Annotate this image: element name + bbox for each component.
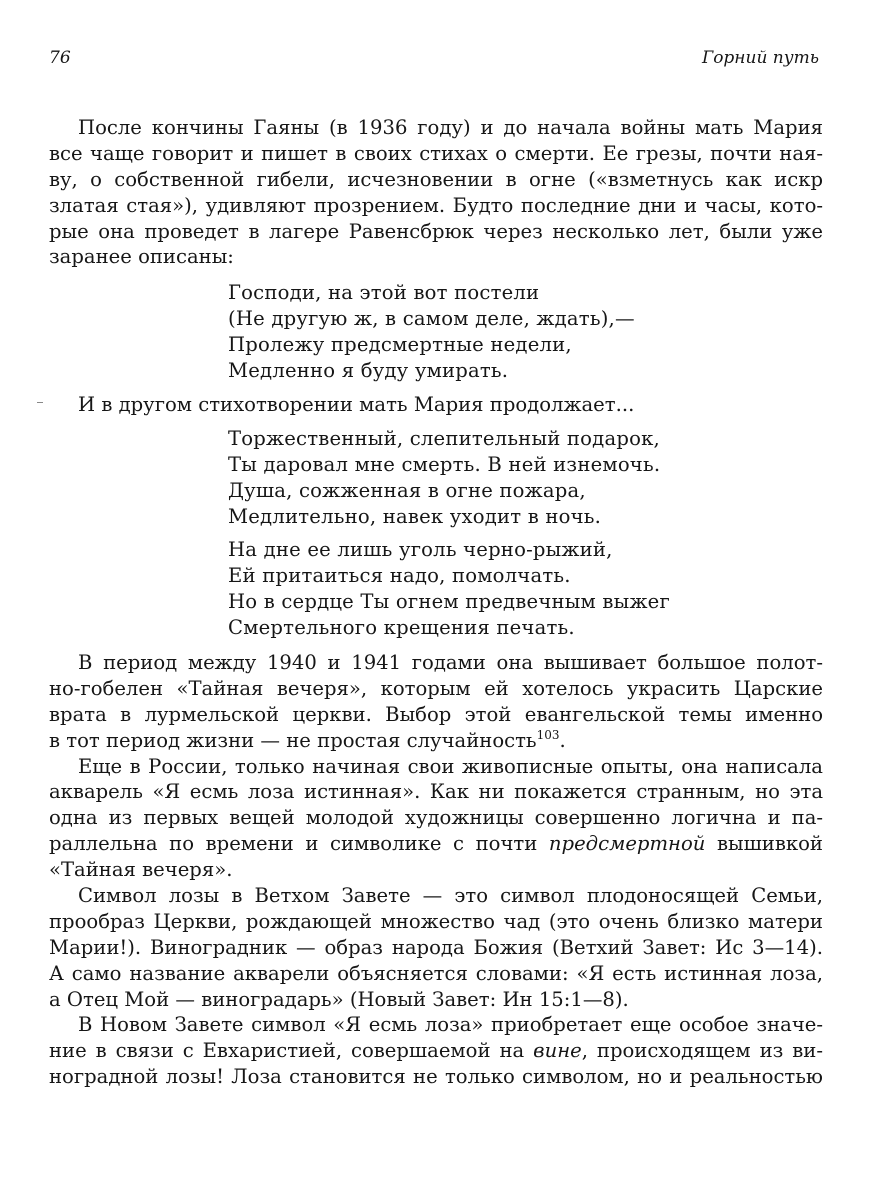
text-line: [49, 280, 823, 306]
page-header: [49, 46, 819, 70]
line-text: Еще в России, только начиная свои живописные опыты, она написала: [78, 754, 823, 778]
line-text: В период между 1940 и 1941 годами она вышивает большое полот-: [78, 651, 823, 674]
paragraph-body: [49, 650, 823, 1090]
text-line: [49, 1064, 823, 1090]
text-line: [49, 615, 823, 641]
line-text: ву, о собственной гибели, исчезновении в огне («взметнусь как искр: [49, 167, 823, 191]
text-line: [49, 676, 823, 702]
text-line: [49, 537, 823, 563]
line-text-after: , происходящем из ви-: [581, 1039, 823, 1063]
text-line: [49, 754, 823, 780]
line-text: в тот период жизни — не простая случайность: [49, 728, 537, 752]
line-text: рые она проведет в лагере Равенсбрюк через несколько лет, были уже: [49, 219, 823, 243]
text-line: [49, 244, 823, 270]
text-line: [49, 728, 823, 754]
line-text: Душа, сожженная в огне пожара,: [228, 478, 586, 502]
line-text: Ей притаиться надо, помолчать.: [228, 563, 571, 587]
line-text: заранее описаны:: [49, 245, 234, 269]
line-text: Смертельного крещения печать.: [228, 615, 575, 639]
text-line: [49, 563, 823, 589]
poem-stanza-3: [49, 537, 823, 641]
text-line: [49, 805, 823, 831]
text-line: [49, 909, 823, 935]
text-line: [49, 779, 823, 805]
text-line: [49, 831, 823, 857]
line-text: Медленно я буду умирать.: [228, 358, 509, 382]
footnote-ref: 103: [536, 727, 560, 742]
line-text: одна из первых вещей молодой художницы совершенно логична и па-: [49, 806, 823, 830]
text-line: [49, 141, 823, 167]
text-line: [49, 504, 823, 530]
text-line: [49, 857, 823, 883]
line-text: прообраз Церкви, рождающей множество чад (это очень близко матери: [49, 909, 823, 933]
line-text: но-гобелен «Тайная вечеря», которым ей хотелось украсить Царские: [49, 676, 823, 700]
text-line: [49, 589, 823, 615]
text-line: [49, 115, 823, 141]
line-text: Торжественный, слепительный подарок,: [228, 427, 660, 450]
text-line: [49, 167, 823, 193]
line-text: (Не другую ж, в самом деле, ждать),—: [228, 306, 635, 330]
line-text: Ты даровал мне смерть. В ней изнемочь.: [228, 452, 661, 476]
text-line: [49, 332, 823, 358]
emphasized-word: вине: [533, 1039, 582, 1063]
text-line: [49, 452, 823, 478]
text-line: [49, 392, 823, 418]
line-text: все чаще говорит и пишет в своих стихах о смерти. Ее грезы, почти ная-: [49, 141, 823, 165]
text-line: [49, 219, 823, 245]
line-text: После кончины Гаяны (в 1936 году) и до начала войны мать Мария: [78, 116, 823, 139]
margin-mark: [37, 402, 43, 403]
text-line: [49, 426, 823, 452]
emphasized-word: предсмертной: [548, 832, 706, 856]
line-text: ние в связи с Евхаристией, совершаемой на: [49, 1039, 534, 1063]
line-text: Господи, на этой вот постели: [228, 281, 540, 304]
text-line: [49, 478, 823, 504]
line-text-after: .: [559, 728, 566, 752]
text-line: [49, 1038, 823, 1064]
line-text: В Новом Завете символ «Я есмь лоза» приобретает еще особое значе-: [78, 1013, 823, 1037]
line-text: И в другом стихотворении мать Мария продолжает...: [78, 393, 635, 416]
poem-stanza-1: [49, 280, 823, 384]
line-text: ноградной лозы! Лоза становится не только символом, но и реальностью: [49, 1065, 823, 1089]
text-line: [49, 650, 823, 676]
line-text: акварель «Я есмь лоза истинная». Как ни покажется странным, но эта: [49, 780, 823, 804]
text-line: [49, 961, 823, 987]
text-line: [49, 1012, 823, 1038]
line-text: Пролежу предсмертные недели,: [228, 332, 572, 356]
line-text: златая стая»), удивляют прозрением. Будто последние дни и часы, кото-: [49, 193, 823, 217]
text-line: [49, 883, 823, 909]
line-text: А само название акварели объясняется словами: «Я есть истинная лоза,: [49, 961, 823, 985]
text-line: [49, 935, 823, 961]
line-text-after: вышивкой: [705, 832, 823, 856]
page-number: 76: [49, 48, 71, 68]
text-line: [49, 702, 823, 728]
line-text: Медлительно, навек уходит в ночь.: [228, 504, 602, 528]
text-line: [49, 193, 823, 219]
line-text: Но в сердце Ты огнем предвечным выжег: [228, 589, 670, 613]
line-text: Марии!). Виноградник — образ народа Божия (Ветхий Завет: Ис 3—14).: [49, 935, 823, 959]
text-line: [49, 987, 823, 1013]
line-text: На дне ее лишь уголь черно-рыжий,: [228, 538, 613, 561]
running-title: Горний путь: [701, 48, 819, 68]
line-text: а Отец Мой — виноградарь» (Новый Завет: Ин 15:1—8).: [49, 987, 629, 1011]
line-text: врата в лурмельской церкви. Выбор этой евангельской темы именно: [49, 702, 823, 726]
line-text: «Тайная вечеря».: [49, 858, 233, 882]
line-text: раллельна по времени и символике с почти: [49, 832, 549, 856]
text-line: [49, 306, 823, 332]
line-text: Символ лозы в Ветхом Завете — это символ плодоносящей Семьи,: [78, 884, 823, 908]
poem-stanza-2: [49, 426, 823, 530]
paragraph-transition: [49, 392, 823, 418]
paragraph-intro: [49, 115, 823, 270]
text-line: [49, 358, 823, 384]
